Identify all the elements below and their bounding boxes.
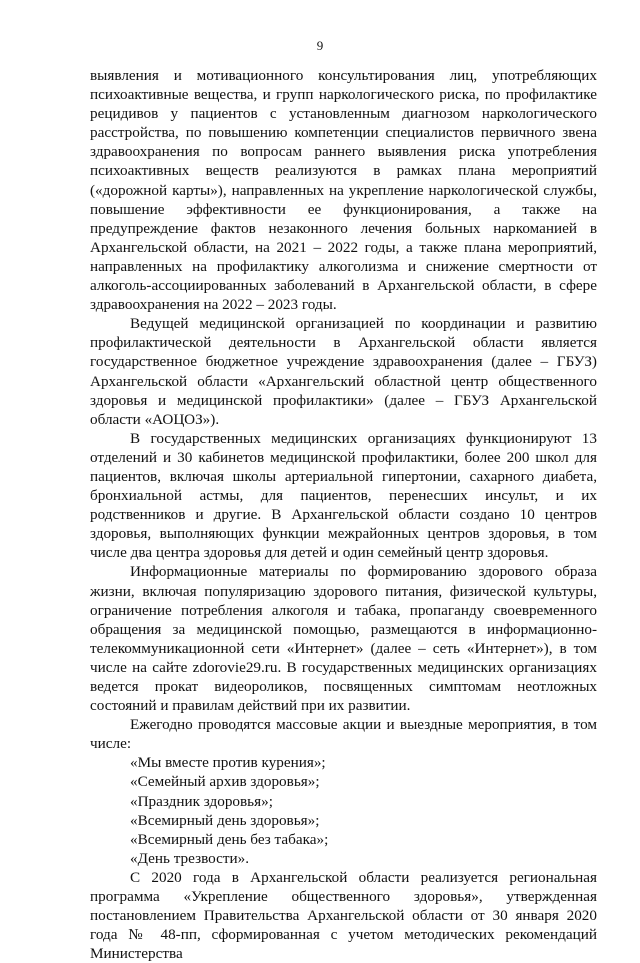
list-item: «Семейный архив здоровья»; [130,773,320,791]
page-number: 9 [316,38,324,53]
paragraph-information-materials: Информационные материалы по формированию здорового образа жизни, включая популяризацию здорового питания, физической культуры, ограничение потребления алкоголя и табака, пропаганду своевременного обращения за медицинской помощью, размещаются в информационно-телекоммуникационной сети «Интернет» (далее – сеть «Интернет»), в том числе на сайте zdorovie29.ru. В государственных медицинских организациях ведется прокат видеороликов, посвященных симптомам неотложных состояний и правилам действий при их развитии. [90,563,597,715]
list-item: «Всемирный день без табака»; [130,830,329,848]
paragraph-annual-events: Ежегодно проводятся массовые акции и выездные мероприятия, в том числе: [90,716,597,753]
document-body [90,66,597,963]
paragraph-medical-organizations: В государственных медицинских организациях функционируют 13 отделений и 30 кабинетов медицинской профилактики, более 200 школ для пациентов, включая школы артериальной гипертонии, сахарного диабета, бронхиальной астмы, для пациентов, перенесших инсульт, и их родственников и другие. В Архангельской области создано 10 центров здоровья, выполняющих функции межрайонных центров здоровья, в том числе два центра здоровья для детей и один семейный центр здоровья. [90,429,597,562]
list-item: «Мы вместе против курения»; [130,754,326,772]
list-item: «День трезвости». [130,849,250,867]
list-item: «Праздник здоровья»; [130,792,273,810]
paragraph-regional-program: С 2020 года в Архангельской области реализуется региональная программа «Укрепление общественного здоровья», утвержденная постановлением Правительства Архангельской области от 30 января 2020 года № 48-пп, сформированная с учетом методических рекомендаций Министерства [90,868,597,963]
paragraph-continuation: выявления и мотивационного консультирования лиц, употребляющих психоактивные вещества, и групп наркологического риска, по профилактике рецидивов у пациентов с установленным диагнозом наркологического расстройства, по повышению компетенции специалистов первичного звена здравоохранения по вопросам раннего выявления риска употребления психоактивных веществ реализуются в рамках плана мероприятий («дорожной карты»), направленных на укрепление наркологической службы, повышение эффективности ее функционирования, а также на предупреждение фактов незаконного лечения больных наркоманией в Архангельской области, на 2021 – 2022 годы, а также плана мероприятий, направленных на профилактику алкоголизма и снижение смертности от алкоголь-ассоциированных заболеваний в Архангельской области, в сфере здравоохранения на 2022 – 2023 годы. [90,67,597,314]
paragraph-lead-organization: Ведущей медицинской организацией по координации и развитию профилактической деятельности в Архангельской области является государственное бюджетное учреждение здравоохранения (далее – ГБУЗ) Архангельской области «Архангельский областной центр общественного здоровья и медицинской профилактики» (далее – ГБУЗ Архангельской области «АОЦОЗ»). [90,315,597,428]
list-item: «Всемирный день здоровья»; [130,811,320,829]
